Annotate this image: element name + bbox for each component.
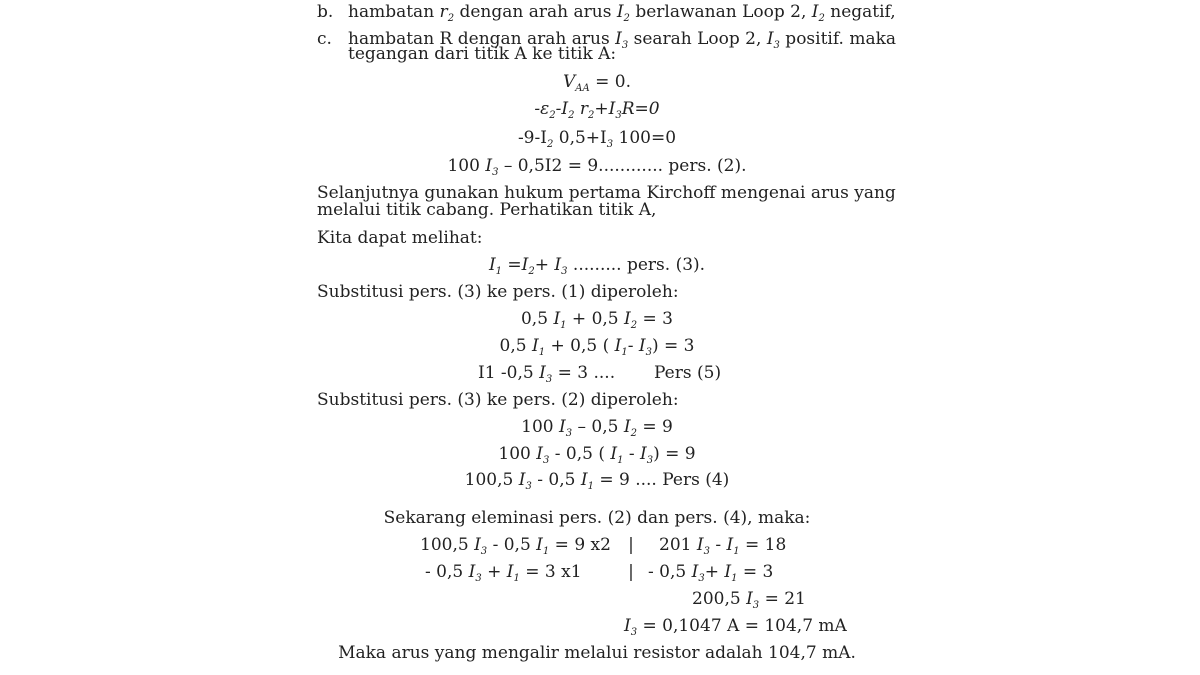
sub: 2 — [818, 13, 825, 24]
text: 100 — [498, 444, 537, 464]
sub: AA — [575, 83, 590, 94]
equation-loop2-values — [0, 128, 1194, 150]
sub: 3 — [545, 374, 553, 385]
equation-loop2 — [0, 99, 1194, 121]
sub: 1 — [731, 573, 738, 584]
var-I: I — [536, 444, 543, 464]
equation-pers-4 — [0, 470, 1194, 492]
sub: 3 — [773, 40, 780, 51]
sub: 2 — [623, 13, 630, 24]
equation-pers-5 — [478, 363, 616, 385]
sub: 2 — [546, 139, 554, 150]
text: - 0,5 — [648, 562, 692, 582]
text: – 0,5I2 = 9............ pers. (2). — [498, 156, 747, 176]
list-marker-b: b. — [317, 2, 334, 22]
var-I: I — [553, 309, 561, 329]
var-I: I — [811, 2, 819, 22]
var-I: I — [696, 535, 704, 555]
text: = 21 — [759, 589, 806, 609]
elim-row2-left — [425, 562, 582, 584]
sub: 3 — [646, 455, 654, 466]
equation-pers-3 — [0, 255, 1194, 277]
sub: 3 — [542, 455, 550, 466]
text: = 9 x2 — [549, 535, 611, 555]
paragraph-kita: Kita dapat melihat: — [317, 228, 483, 248]
text: + 0,5 ( — [545, 336, 615, 356]
sub: 1 — [538, 347, 546, 358]
elim-row2-separator — [623, 564, 639, 581]
var-I: I — [485, 156, 493, 176]
var-I: I — [610, 444, 618, 464]
text: -ε — [534, 99, 550, 119]
sub: 2 — [447, 13, 455, 24]
equation-subs2-line2 — [0, 444, 1194, 466]
sub: 1 — [617, 455, 624, 466]
paragraph-substitusi-1: Substitusi pers. (3) ke pers. (1) diperoleh: — [317, 282, 679, 302]
var-I: I — [640, 444, 647, 464]
var-r: r — [439, 2, 448, 22]
text: dengan arah arus — [454, 2, 617, 22]
text: ......... pers. (3). — [567, 255, 706, 275]
sub: 2 — [588, 110, 595, 121]
var-I: I — [539, 363, 546, 383]
var-I: I — [531, 336, 539, 356]
text: 0,5 — [499, 336, 532, 356]
text: - — [709, 535, 727, 555]
text: 100=0 — [613, 128, 677, 148]
elim-row2-right — [648, 562, 774, 584]
paragraph-kirchhoff-line1: Selanjutnya gunakan hukum pertama Kirchoff mengenai arus yang — [317, 183, 896, 203]
text: – 0,5 — [572, 417, 624, 437]
text: = 3 x1 — [519, 562, 582, 582]
text: + I — [534, 255, 562, 275]
sub: 2 — [630, 320, 638, 331]
var-I: I — [488, 255, 496, 275]
elim-row1-right — [659, 535, 787, 557]
text: 0,5+I — [553, 128, 607, 148]
list-item-c-line2: tegangan dari titik A ke titik A: — [348, 44, 617, 64]
text: - 0,5 — [425, 562, 469, 582]
list-marker-c: c. — [317, 29, 332, 49]
paragraph-kirchhoff-line2: melalui titik cabang. Perhatikan titik A, — [317, 200, 657, 220]
sub: 3 — [703, 546, 710, 557]
text: I1 -0,5 — [478, 363, 540, 383]
text: = 9 — [636, 417, 673, 437]
var-I: I — [691, 562, 699, 582]
text: + — [704, 562, 725, 582]
sub: 3 — [475, 573, 482, 584]
sub: 3 — [606, 139, 614, 150]
paragraph-substitusi-2: Substitusi pers. (3) ke pers. (2) diperoleh: — [317, 390, 679, 410]
text: = 3 .... — [552, 363, 616, 383]
var-I: I — [624, 616, 631, 636]
text: + 0,5 — [566, 309, 625, 329]
var-I: I — [746, 589, 753, 609]
sub: 3 — [565, 428, 573, 439]
var: V — [562, 72, 576, 92]
paragraph-conclusion: Maka arus yang mengalir melalui resistor adalah 104,7 mA. — [338, 643, 856, 663]
text: +I — [594, 99, 616, 119]
var-I: I — [623, 417, 631, 437]
text: = 0,1047 A = 104,7 mA — [637, 616, 847, 636]
text: r — [574, 99, 589, 119]
text: hambatan R dengan arah arus — [348, 29, 616, 49]
sub: 1 — [621, 347, 628, 358]
text: ) = 9 — [653, 444, 696, 464]
sub: 2 — [568, 110, 575, 121]
text: 100 — [447, 156, 486, 176]
text: =I — [502, 255, 529, 275]
sub: 3 — [752, 600, 760, 611]
elim-row3-sum — [692, 589, 806, 611]
sub: 3 — [698, 573, 705, 584]
elim-row4-result — [624, 616, 847, 638]
sub: 3 — [621, 40, 629, 51]
var-I: I — [468, 562, 476, 582]
equation-vaa — [0, 72, 1194, 94]
text: berlawanan Loop 2, — [629, 2, 812, 22]
var-I: I — [536, 535, 543, 555]
equation-subs1-line1 — [0, 309, 1194, 331]
sub: 3 — [645, 347, 652, 358]
paragraph-eleminasi: Sekarang eleminasi pers. (2) dan pers. (4), maka: — [383, 508, 811, 528]
equation-pers-2 — [0, 156, 1194, 178]
text: - 0,5 ( — [549, 444, 611, 464]
text: 100,5 — [464, 470, 519, 490]
text: = 3 — [637, 309, 673, 329]
var-I: I — [559, 417, 566, 437]
elim-row1-separator — [623, 537, 639, 554]
var-I: I — [638, 336, 646, 356]
text: = 0. — [589, 72, 631, 92]
text: -9-I — [517, 128, 547, 148]
sub: 3 — [525, 481, 532, 492]
text: + — [481, 562, 507, 582]
var-I: I — [518, 470, 526, 490]
var-I: I — [614, 336, 622, 356]
sub: 1 — [495, 266, 503, 277]
sub: 3 — [615, 110, 622, 121]
text: - 0,5 — [531, 470, 581, 490]
sub: 1 — [560, 320, 567, 331]
sub: 2 — [528, 266, 535, 277]
text: 201 — [659, 535, 697, 555]
text: R=0 — [621, 99, 660, 119]
equation-pers-5-label: Pers (5) — [654, 363, 722, 383]
var-I: I — [624, 309, 631, 329]
text: 100 — [521, 417, 560, 437]
text: - — [623, 444, 641, 464]
text: - — [627, 336, 639, 356]
text: ) = 3 — [651, 336, 695, 356]
text: searah Loop 2, — [628, 29, 767, 49]
equation-subs2-line1 — [0, 417, 1194, 439]
sub: 2 — [549, 110, 556, 121]
var-I: I — [766, 29, 774, 49]
sub: 1 — [587, 481, 594, 492]
separator: | — [628, 562, 634, 582]
text: 0,5 — [520, 309, 554, 329]
sub: 3 — [480, 546, 488, 557]
var-I: I — [580, 470, 588, 490]
equation-subs1-line2 — [0, 336, 1194, 358]
var-I: I — [474, 535, 481, 555]
sub: 2 — [630, 428, 637, 439]
text: 100,5 — [420, 535, 475, 555]
sub: 1 — [542, 546, 550, 557]
var-I: I — [726, 535, 734, 555]
text: positif. maka — [779, 29, 897, 49]
text: = 18 — [739, 535, 787, 555]
sub: 3 — [561, 266, 568, 277]
list-item-b — [348, 2, 896, 24]
separator: | — [628, 535, 634, 555]
var-I: I — [724, 562, 732, 582]
text: = 3 — [737, 562, 774, 582]
text: hambatan — [348, 2, 440, 22]
var-I: I — [616, 2, 624, 22]
text: negatif, — [824, 2, 896, 22]
text: -I — [555, 99, 569, 119]
var-I: I — [506, 562, 514, 582]
var-I: I — [615, 29, 622, 49]
sub: 1 — [513, 573, 520, 584]
text: = 9 .... Pers (4) — [593, 470, 730, 490]
elim-row1-left — [420, 535, 611, 557]
sub: 1 — [733, 546, 740, 557]
text: 200,5 — [692, 589, 747, 609]
sub: 3 — [630, 627, 638, 638]
text: - 0,5 — [487, 535, 537, 555]
sub: 3 — [492, 167, 499, 178]
